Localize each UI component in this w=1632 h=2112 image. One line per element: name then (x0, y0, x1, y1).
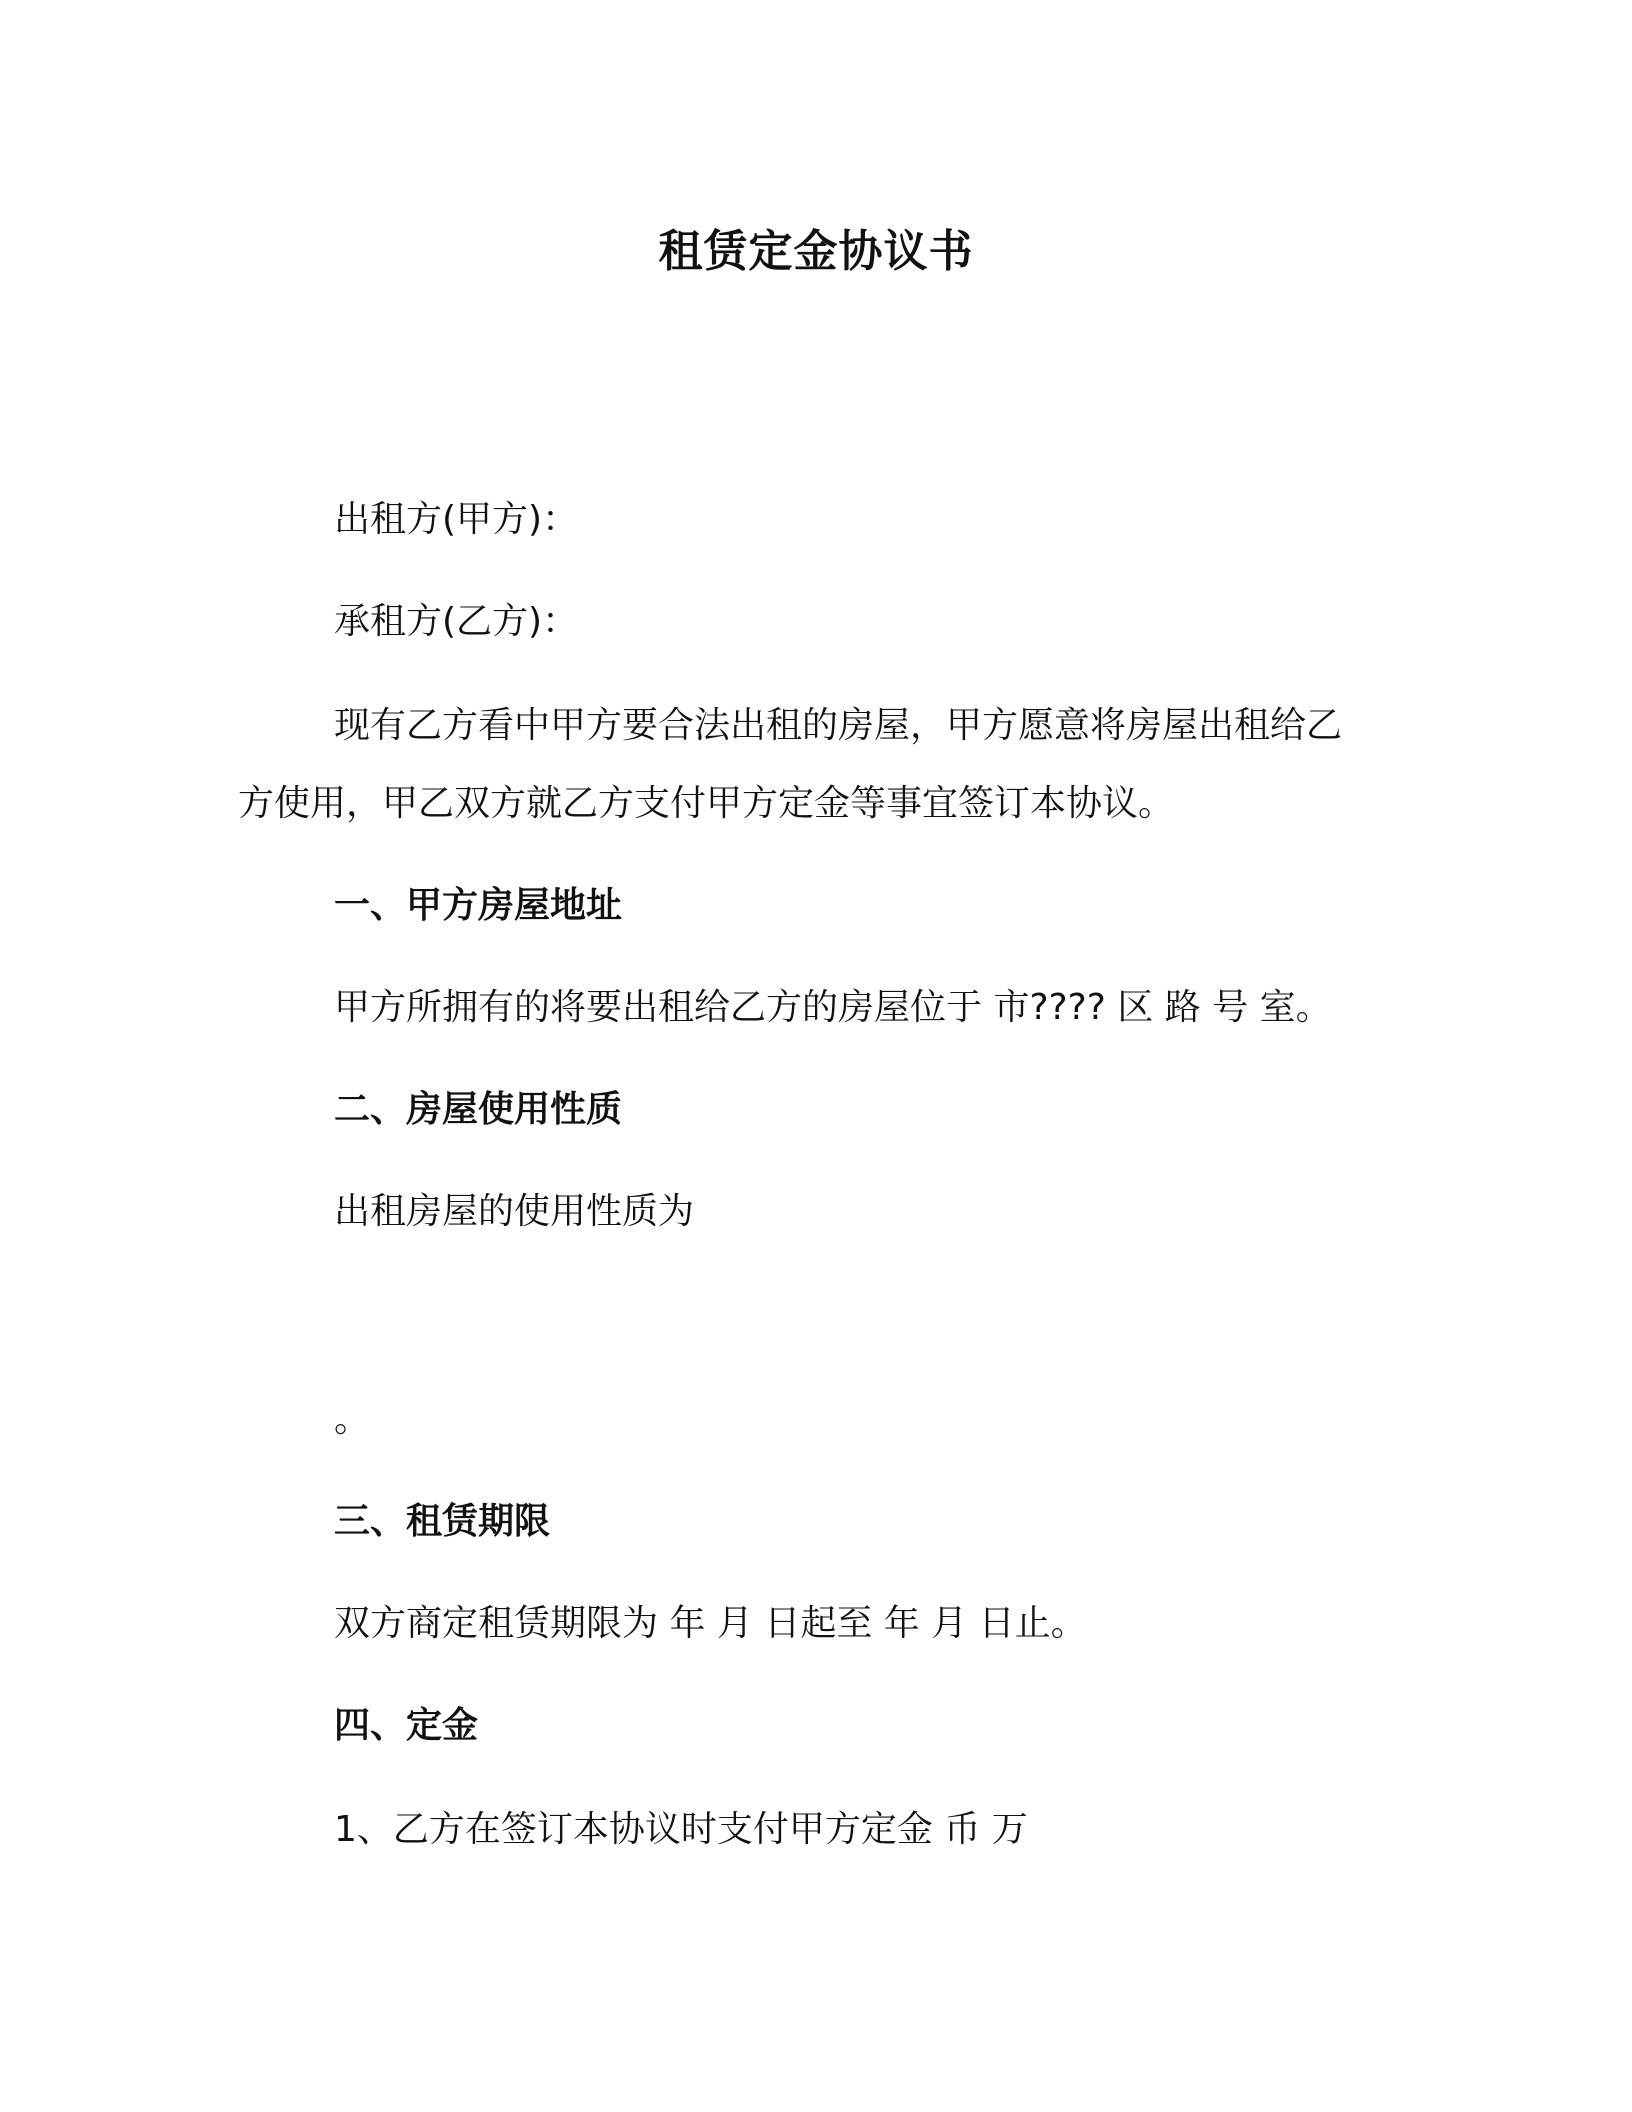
section-3-heading: 三、租赁期限 (334, 1501, 551, 1542)
intro-paragraph-line-2: 方使用，甲乙双方就乙方支付甲方定金等事宜签订本协议。 (238, 783, 1175, 824)
section-4-item-1: 1、乙方在签订本协议时支付甲方定金 币 万 (334, 1809, 1028, 1850)
section-1-heading: 一、甲方房屋地址 (334, 885, 623, 926)
lessee-label: 承租方(乙方)： (334, 601, 579, 642)
section-3-body: 双方商定租赁期限为 年 月 日起至 年 月 日止。 (334, 1603, 1087, 1644)
section-2-body: 出租房屋的使用性质为 (334, 1191, 695, 1232)
section-2-heading: 二、房屋使用性质 (334, 1089, 623, 1130)
section-4-heading: 四、定金 (334, 1705, 479, 1746)
section-2-end-mark: 。 (334, 1399, 371, 1440)
document-title: 租赁定金协议书 (658, 226, 974, 277)
intro-paragraph-line-1: 现有乙方看中甲方要合法出租的房屋，甲方愿意将房屋出租给乙 (334, 705, 1343, 746)
section-1-body: 甲方所拥有的将要出租给乙方的房屋位于 市???? 区 路 号 室。 (334, 987, 1332, 1028)
lessor-label: 出租方(甲方)： (334, 499, 579, 540)
